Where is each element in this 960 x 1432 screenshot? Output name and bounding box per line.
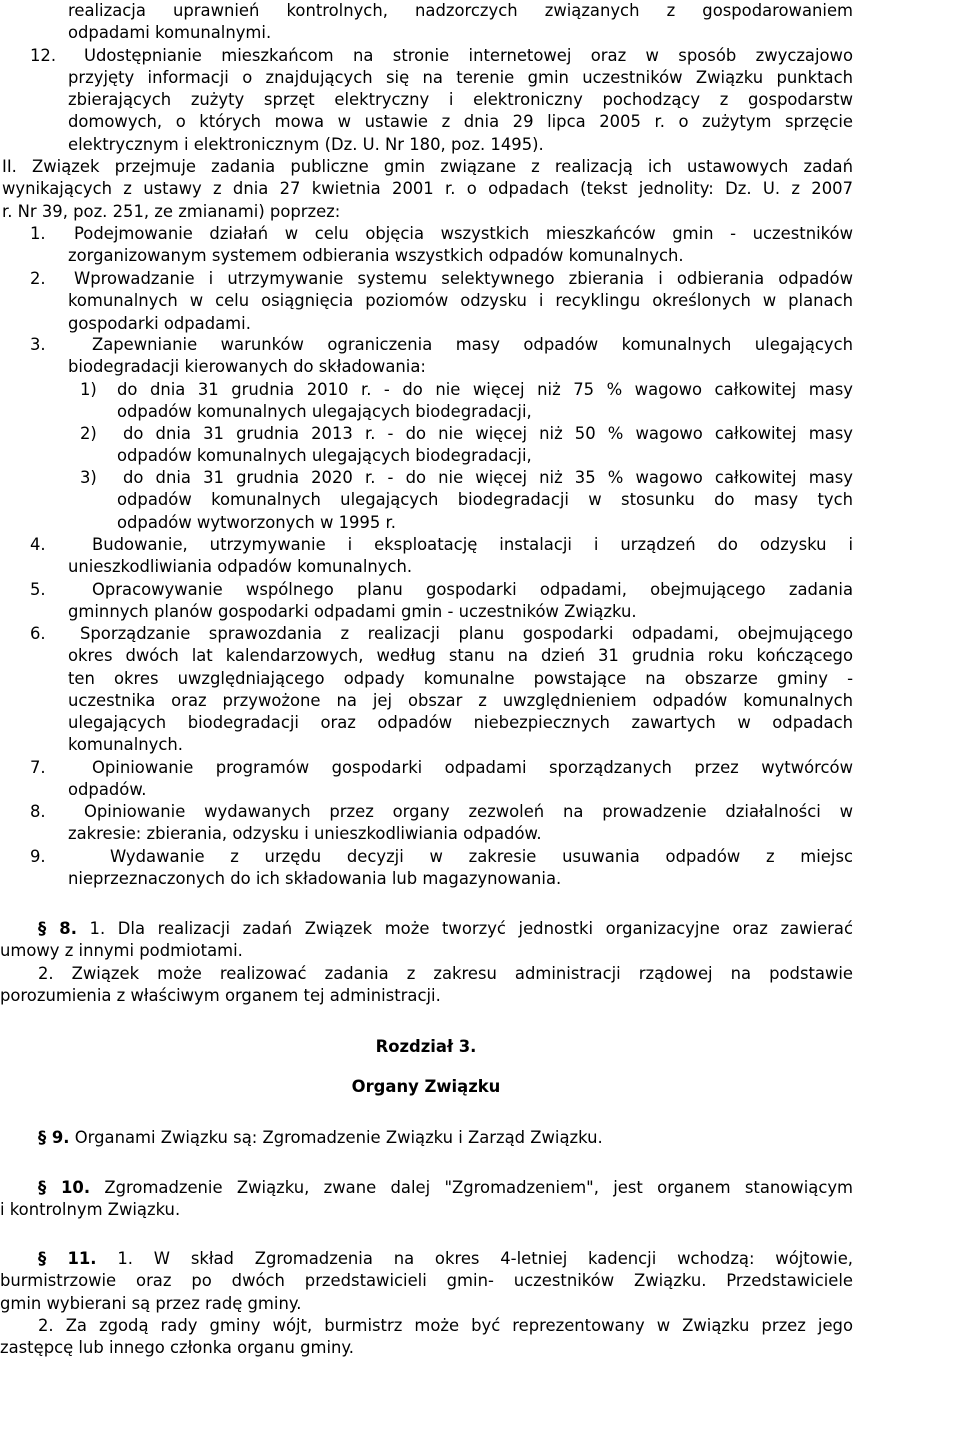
item-5 [68, 579, 853, 624]
text-line: domowych, o których mowa w ustawie z dnia 29 lipca 2005 r. o zużytym sprzęcie [68, 112, 853, 132]
text-line: umowy z innymi podmiotami. [0, 941, 243, 961]
item-number: 1. [30, 224, 46, 243]
text-line: Podejmowanie działań w celu objęcia wszystkich mieszkańców gmin - uczestników [74, 224, 853, 243]
text-line: nieprzeznaczonych do ich składowania lub magazynowania. [68, 869, 562, 889]
paragraph-11 [0, 1248, 853, 1359]
subitem-1 [117, 379, 853, 424]
paragraph-9 [0, 1127, 853, 1149]
text-line: biodegradacji kierowanych do składowania: [68, 357, 426, 377]
item-2 [68, 268, 853, 335]
text-line: unieszkodliwiania odpadów komunalnych. [68, 557, 413, 577]
chapter-title: Organy Związku [351, 1077, 501, 1096]
item-number: 2. [30, 269, 46, 288]
subitem-number: 3) [80, 468, 97, 487]
text-line: odpadów komunalnych ulegających biodegradacji, [117, 402, 532, 422]
text-span: 1. Dla realizacji zadań Związek może tworzyć jednostki organizacyjne oraz zawierać [89, 919, 853, 938]
text-line: Wprowadzanie i utrzymywanie systemu selektywnego zbierania i odbierania odpadów [74, 269, 853, 288]
text-line: gminnych planów gospodarki odpadami gmin - uczestników Związku. [68, 602, 637, 622]
text-line: Budowanie, utrzymywanie i eksploatację instalacji i urządzeń do odzysku i [92, 535, 853, 554]
text-line: komunalnych. [68, 735, 183, 755]
text-line: odpadami komunalnymi. [68, 23, 272, 43]
text-line: okres dwóch lat kalendarzowych, według stanu na dzień 31 grudnia roku kończącego [68, 646, 853, 666]
text-line: porozumienia z właściwym organem tej administracji. [0, 985, 441, 1005]
text-line: burmistrzowie oraz po dwóch przedstawicieli gmin- uczestników Związku. Przedstawiciele [0, 1271, 853, 1291]
paragraph-8 [0, 918, 853, 1007]
text-line: odpadów komunalnych ulegających biodegradacji w stosunku do masy tych [117, 490, 853, 510]
chapter-number: Rozdział 3. [375, 1037, 477, 1056]
text-line: Sporządzanie sprawozdania z realizacji planu gospodarki odpadami, obejmującego [80, 624, 853, 643]
subitem-number: 2) [80, 424, 97, 443]
item-7 [68, 757, 853, 802]
paragraph-mark: § 11. [38, 1249, 97, 1268]
text-line: Udostępnianie mieszkańcom na stronie internetowej oraz w sposób zwyczajowo [84, 45, 853, 65]
text-line: Zapewnianie warunków ograniczenia masy odpadów komunalnych ulegających [92, 335, 853, 354]
text-line: gmin wybierani są przez radę gminy. [0, 1293, 302, 1313]
item-4 [68, 534, 853, 579]
text-line: 2. Związek może realizować zadania z zakresu administracji rządowej na podstawie [38, 963, 853, 983]
item-number: 12. [30, 45, 57, 65]
text-line: komunalnych w celu osiągnięcia poziomów odzysku i recyklingu określonych w planach [68, 291, 853, 311]
text-line: wynikających z ustawy z dnia 27 kwietnia 2001 r. o odpadach (tekst jednolity: Dz. U. z 2007 [2, 179, 853, 199]
text-line: Opracowywanie wspólnego planu gospodarki odpadami, obejmującego zadania [92, 580, 853, 599]
text-line: gospodarki odpadami. [68, 313, 251, 333]
text-span: Związek przejmuje zadania publiczne gmin związane z realizacją ich ustawowych zadań [32, 157, 853, 176]
text-line: zastępcę lub innego członka organu gminy. [0, 1338, 354, 1358]
paragraph-10 [0, 1177, 853, 1222]
text-line: 2. Za zgodą rady gminy wójt, burmistrz może być reprezentowany w Związku przez jego [38, 1315, 853, 1335]
text-line: Wydawanie z urzędu decyzji w zakresie usuwania odpadów z miejsc [110, 847, 853, 866]
text-line [0, 1177, 853, 1199]
text-span: Organami Związku są: Zgromadzenie Związku i Zarząd Związku. [74, 1128, 603, 1147]
item-number: 4. [30, 535, 46, 554]
text-span: Zgromadzenie Związku, zwane dalej "Zgromadzeniem", jest organem stanowiącym [104, 1178, 853, 1197]
text-line: uczestnika oraz przywożone na jej obszar z uwzględnieniem odpadów komunalnych [68, 690, 853, 710]
item-3 [68, 334, 853, 379]
text-line: do dnia 31 grudnia 2020 r. - do nie więcej niż 35 % wagowo całkowitej masy [123, 468, 853, 487]
part-number: II. [2, 157, 17, 176]
text-line: przyjęty informacji o znajdujących się na terenie gmin uczestników Związku punktach [68, 67, 853, 87]
text-line [2, 156, 853, 178]
item-number: 8. [30, 802, 46, 821]
item-9 [68, 846, 853, 891]
text-line: ulegających biodegradacji oraz odpadów niebezpiecznych zawartych w odpadach [68, 713, 853, 733]
text-line [0, 1248, 853, 1270]
subitem-2 [117, 423, 853, 468]
item-number: 5. [30, 580, 46, 599]
item-number: 7. [30, 758, 46, 777]
part-ii [2, 156, 853, 223]
paragraph-mark: § 8. [38, 919, 77, 938]
text-line: Opiniowanie wydawanych przez organy zezwoleń na prowadzenie działalności w [84, 802, 853, 821]
text-line: Opiniowanie programów gospodarki odpadami sporządzanych przez wytwórców [92, 758, 853, 777]
subitem-3 [117, 467, 853, 534]
item-number: 9. [30, 847, 46, 866]
text-line: do dnia 31 grudnia 2013 r. - do nie więcej niż 50 % wagowo całkowitej masy [123, 424, 853, 443]
text-line: odpadów. [68, 780, 147, 800]
item-8 [68, 801, 853, 846]
item-1 [68, 223, 853, 268]
item-number: 3. [30, 335, 46, 354]
item-number: 6. [30, 624, 46, 643]
text-line: realizacja uprawnień kontrolnych, nadzorczych związanych z gospodarowaniem [68, 1, 853, 20]
text-line: elektrycznym i elektronicznym (Dz. U. Nr 180, poz. 1495). [68, 134, 544, 154]
item-12 [68, 45, 853, 156]
text-line: r. Nr 39, poz. 251, ze zmianami) poprzez: [2, 201, 341, 221]
paragraph-mark: § 10. [38, 1178, 91, 1197]
text-line: i kontrolnym Związku. [0, 1200, 181, 1220]
item-6 [68, 623, 853, 757]
text-line: zorganizowanym systemem odbierania wszystkich odpadów komunalnych. [68, 246, 684, 266]
paragraph-mark: § 9. [38, 1128, 70, 1147]
text-line: zakresie: zbierania, odzysku i unieszkodliwiania odpadów. [68, 824, 542, 844]
text-line: odpadów komunalnych ulegających biodegradacji, [117, 446, 532, 466]
text-line: odpadów wytworzonych w 1995 r. [117, 512, 396, 532]
text-line [0, 1127, 853, 1149]
text-span: 1. W skład Zgromadzenia na okres 4-letniej kadencji wchodzą: wójtowie, [117, 1249, 853, 1268]
text-line: zbierających zużyty sprzęt elektryczny i elektroniczny pochodzący z gospodarstw [68, 90, 853, 110]
item-11-tail [68, 0, 853, 45]
text-line [0, 918, 853, 940]
text-line: do dnia 31 grudnia 2010 r. - do nie więcej niż 75 % wagowo całkowitej masy [117, 380, 853, 399]
text-line: ten okres uwzględniającego odpady komunalne powstające na obszarze gminy - [68, 668, 853, 688]
subitem-number: 1) [80, 380, 97, 399]
